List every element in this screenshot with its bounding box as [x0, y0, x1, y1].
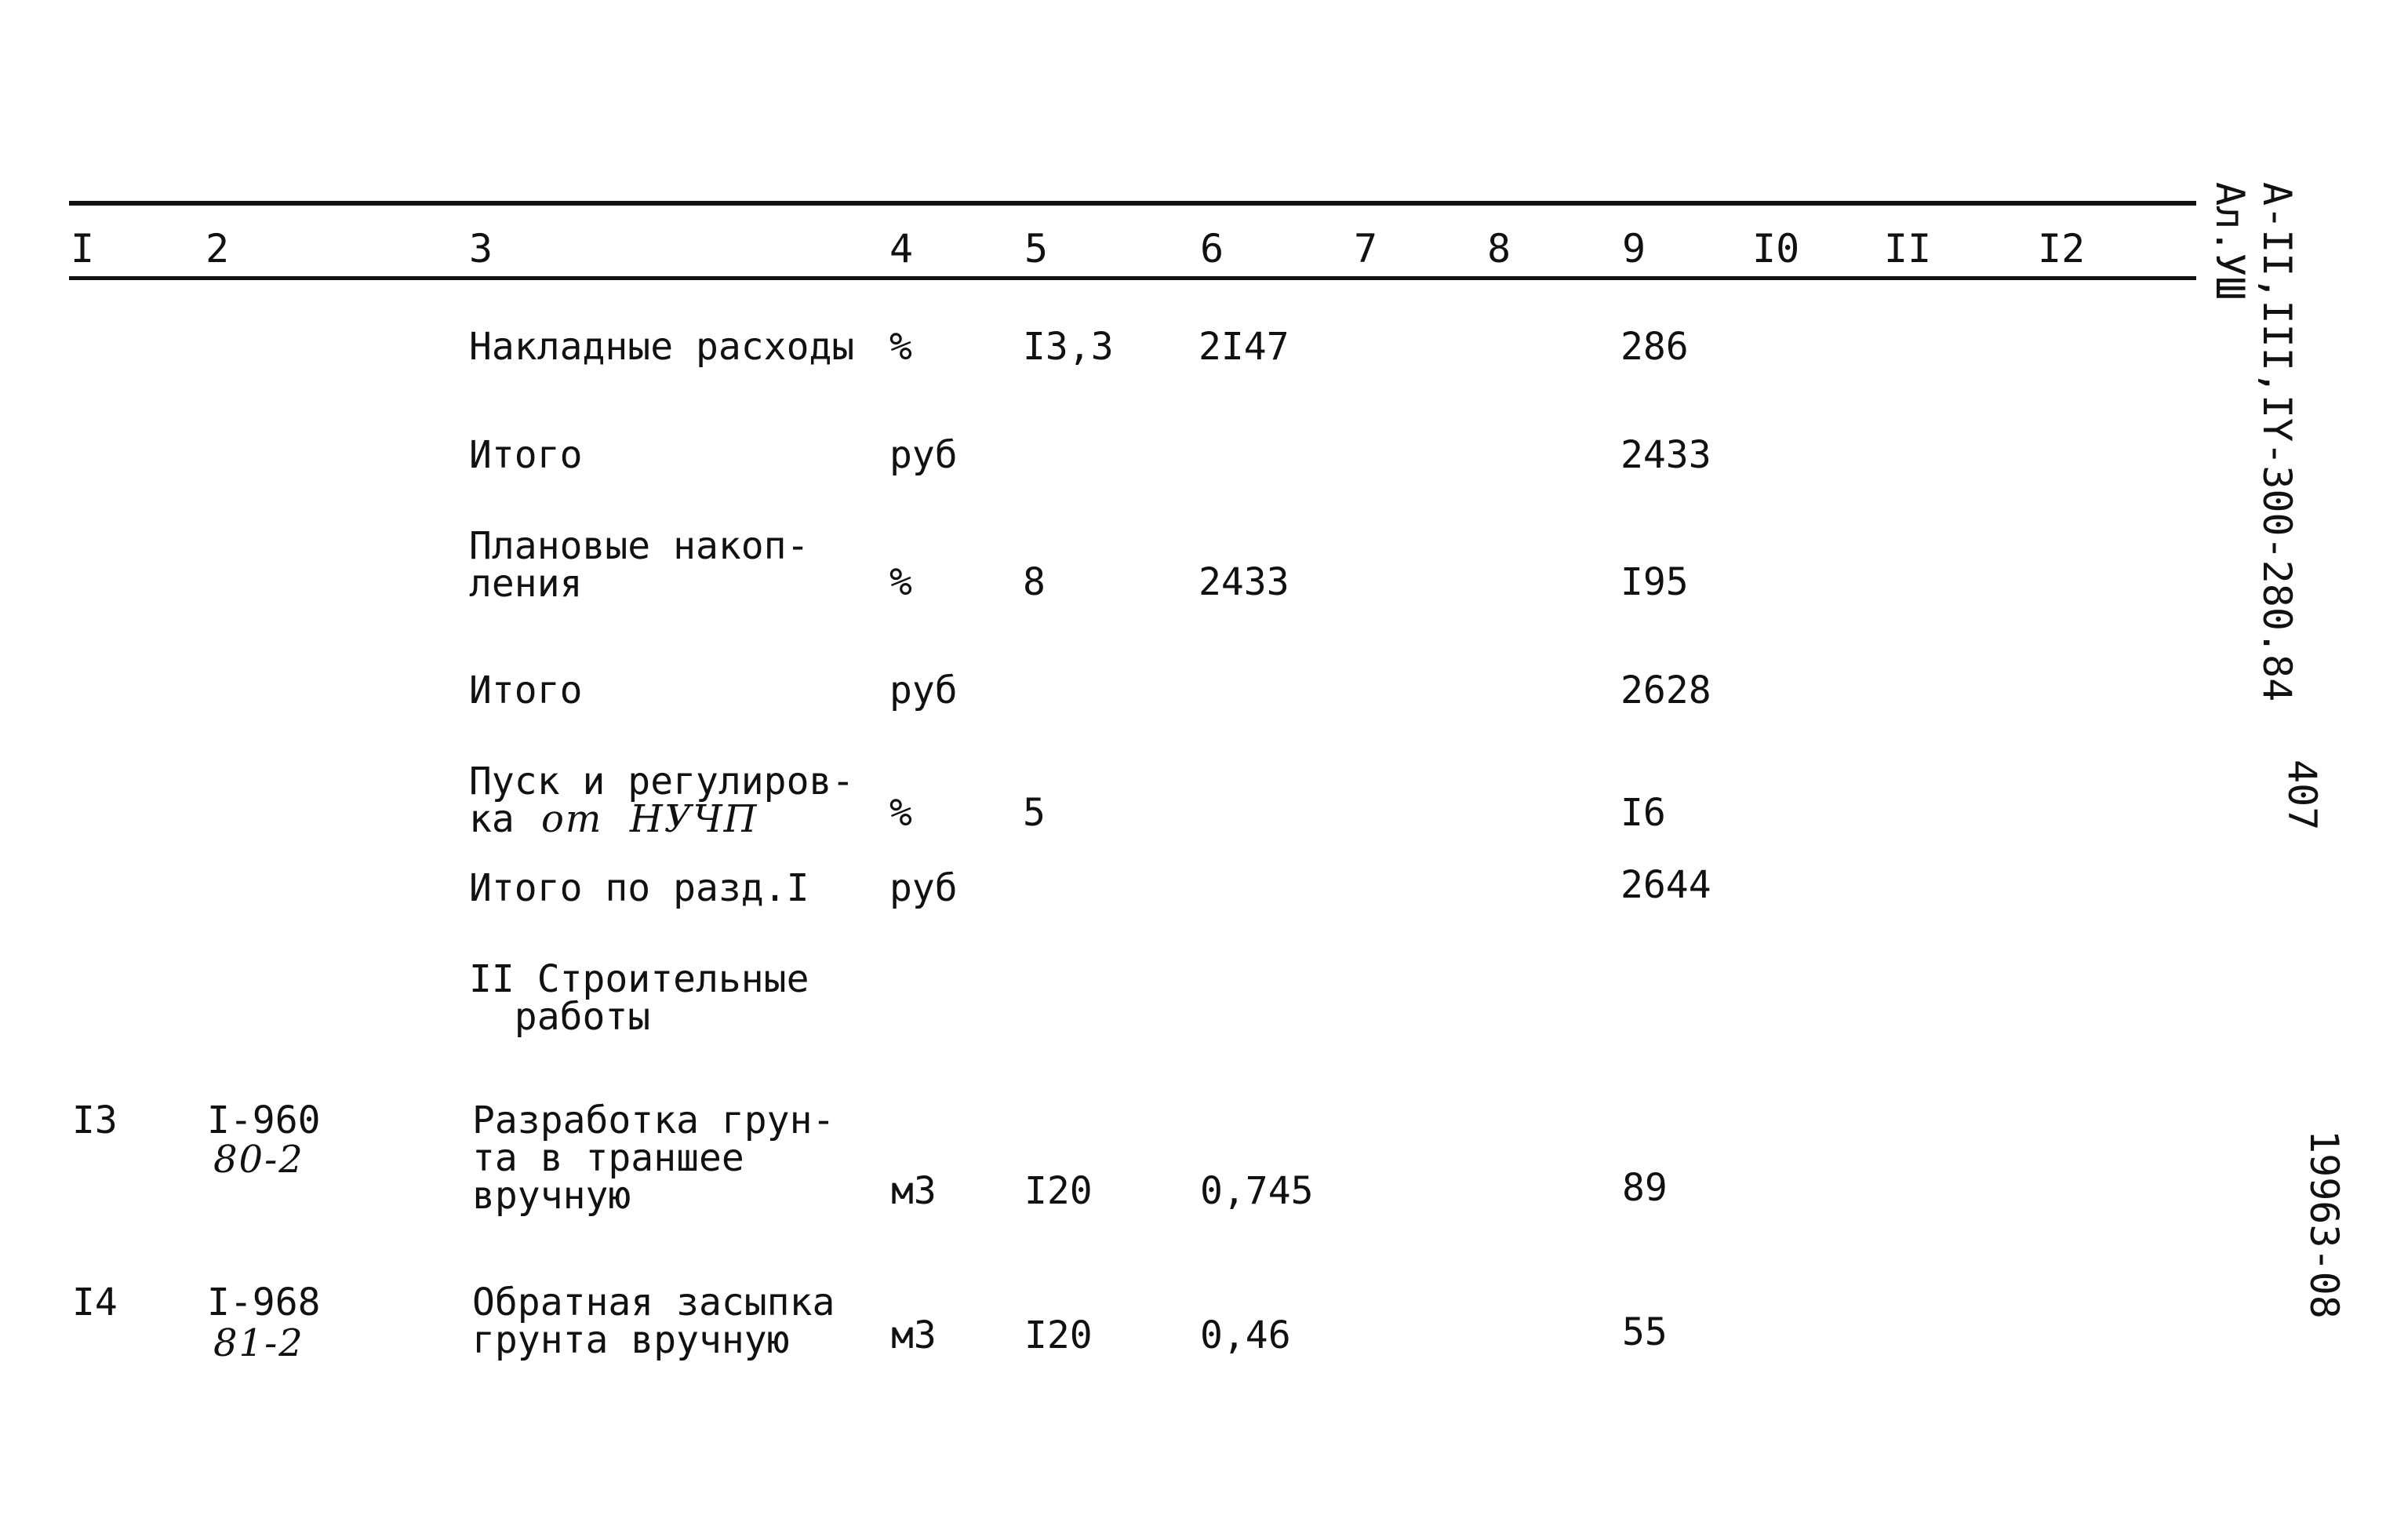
row-total: I95 — [1620, 560, 1689, 604]
row-price: 0,745 — [1200, 1169, 1314, 1213]
inventory-number: 19963-08 — [2301, 1130, 2347, 1319]
row-total: 286 — [1620, 325, 1689, 369]
row-qty: I3,3 — [1023, 325, 1114, 369]
column-header-2: 2 — [206, 226, 230, 271]
row-name: Итого по разд.I — [469, 866, 809, 910]
row-code: I-968 — [207, 1280, 321, 1324]
row-total: 55 — [1622, 1310, 1668, 1354]
row-unit: % — [889, 791, 912, 835]
row-unit: % — [889, 325, 912, 369]
column-header-10: I0 — [1752, 226, 1800, 271]
row-code: I-960 — [207, 1098, 321, 1142]
column-header-6: 6 — [1200, 226, 1224, 271]
row-price: 0,46 — [1200, 1313, 1291, 1357]
row-name: Итого — [469, 433, 583, 477]
row-total: I6 — [1620, 791, 1666, 835]
row-name: Итого — [469, 668, 583, 712]
row-qty: I20 — [1024, 1169, 1093, 1213]
row-name: Накладные расходы — [469, 325, 855, 369]
column-header-8: 8 — [1487, 226, 1511, 271]
document-code: А-II,III,IY-300-280.84 — [2254, 182, 2300, 702]
header-bottom-rule — [69, 276, 2196, 280]
column-header-5: 5 — [1024, 226, 1049, 271]
column-header-12: I2 — [2038, 226, 2086, 271]
row-total: 89 — [1622, 1166, 1668, 1210]
row-unit: руб — [889, 433, 958, 477]
row-unit: м3 — [891, 1313, 937, 1357]
page-number: 407 — [2279, 760, 2325, 831]
row-name: Плановые накоп- ления — [469, 524, 809, 606]
column-header-7: 7 — [1354, 226, 1378, 271]
section-title: II Строительные работы — [469, 957, 809, 1039]
album-label: Ал.УШ — [2207, 182, 2253, 301]
handwritten-note: от НУЧП — [541, 797, 758, 841]
column-header-3: 3 — [469, 226, 493, 271]
row-total: 2644 — [1620, 863, 1711, 907]
row-code-note: 81-2 — [213, 1321, 304, 1365]
row-name: Обратная засыпка грунта вручную — [472, 1280, 835, 1362]
row-code-note: 80-2 — [213, 1138, 304, 1182]
row-unit: % — [889, 560, 912, 604]
row-price: 2I47 — [1199, 325, 1289, 369]
row-name: Пуск и регулиров- — [469, 760, 855, 803]
row-unit: руб — [889, 866, 958, 910]
row-number: I4 — [72, 1280, 118, 1324]
row-number: I3 — [72, 1098, 118, 1142]
table-top-rule — [69, 201, 2196, 206]
row-total: 2628 — [1620, 668, 1711, 712]
column-header-11: II — [1884, 226, 1932, 271]
column-header-9: 9 — [1622, 226, 1646, 271]
row-qty: 5 — [1023, 791, 1046, 835]
row-name: Разработка грун- та в траншее вручную — [472, 1098, 835, 1218]
row-unit: м3 — [891, 1169, 937, 1213]
row-qty: 8 — [1023, 560, 1046, 604]
row-unit: руб — [889, 668, 958, 712]
column-header-4: 4 — [889, 226, 914, 271]
row-name-cont: ка — [469, 797, 515, 841]
column-header-1: I — [71, 226, 95, 271]
row-total: 2433 — [1620, 433, 1711, 477]
row-qty: I20 — [1024, 1313, 1093, 1357]
row-price: 2433 — [1199, 560, 1289, 604]
